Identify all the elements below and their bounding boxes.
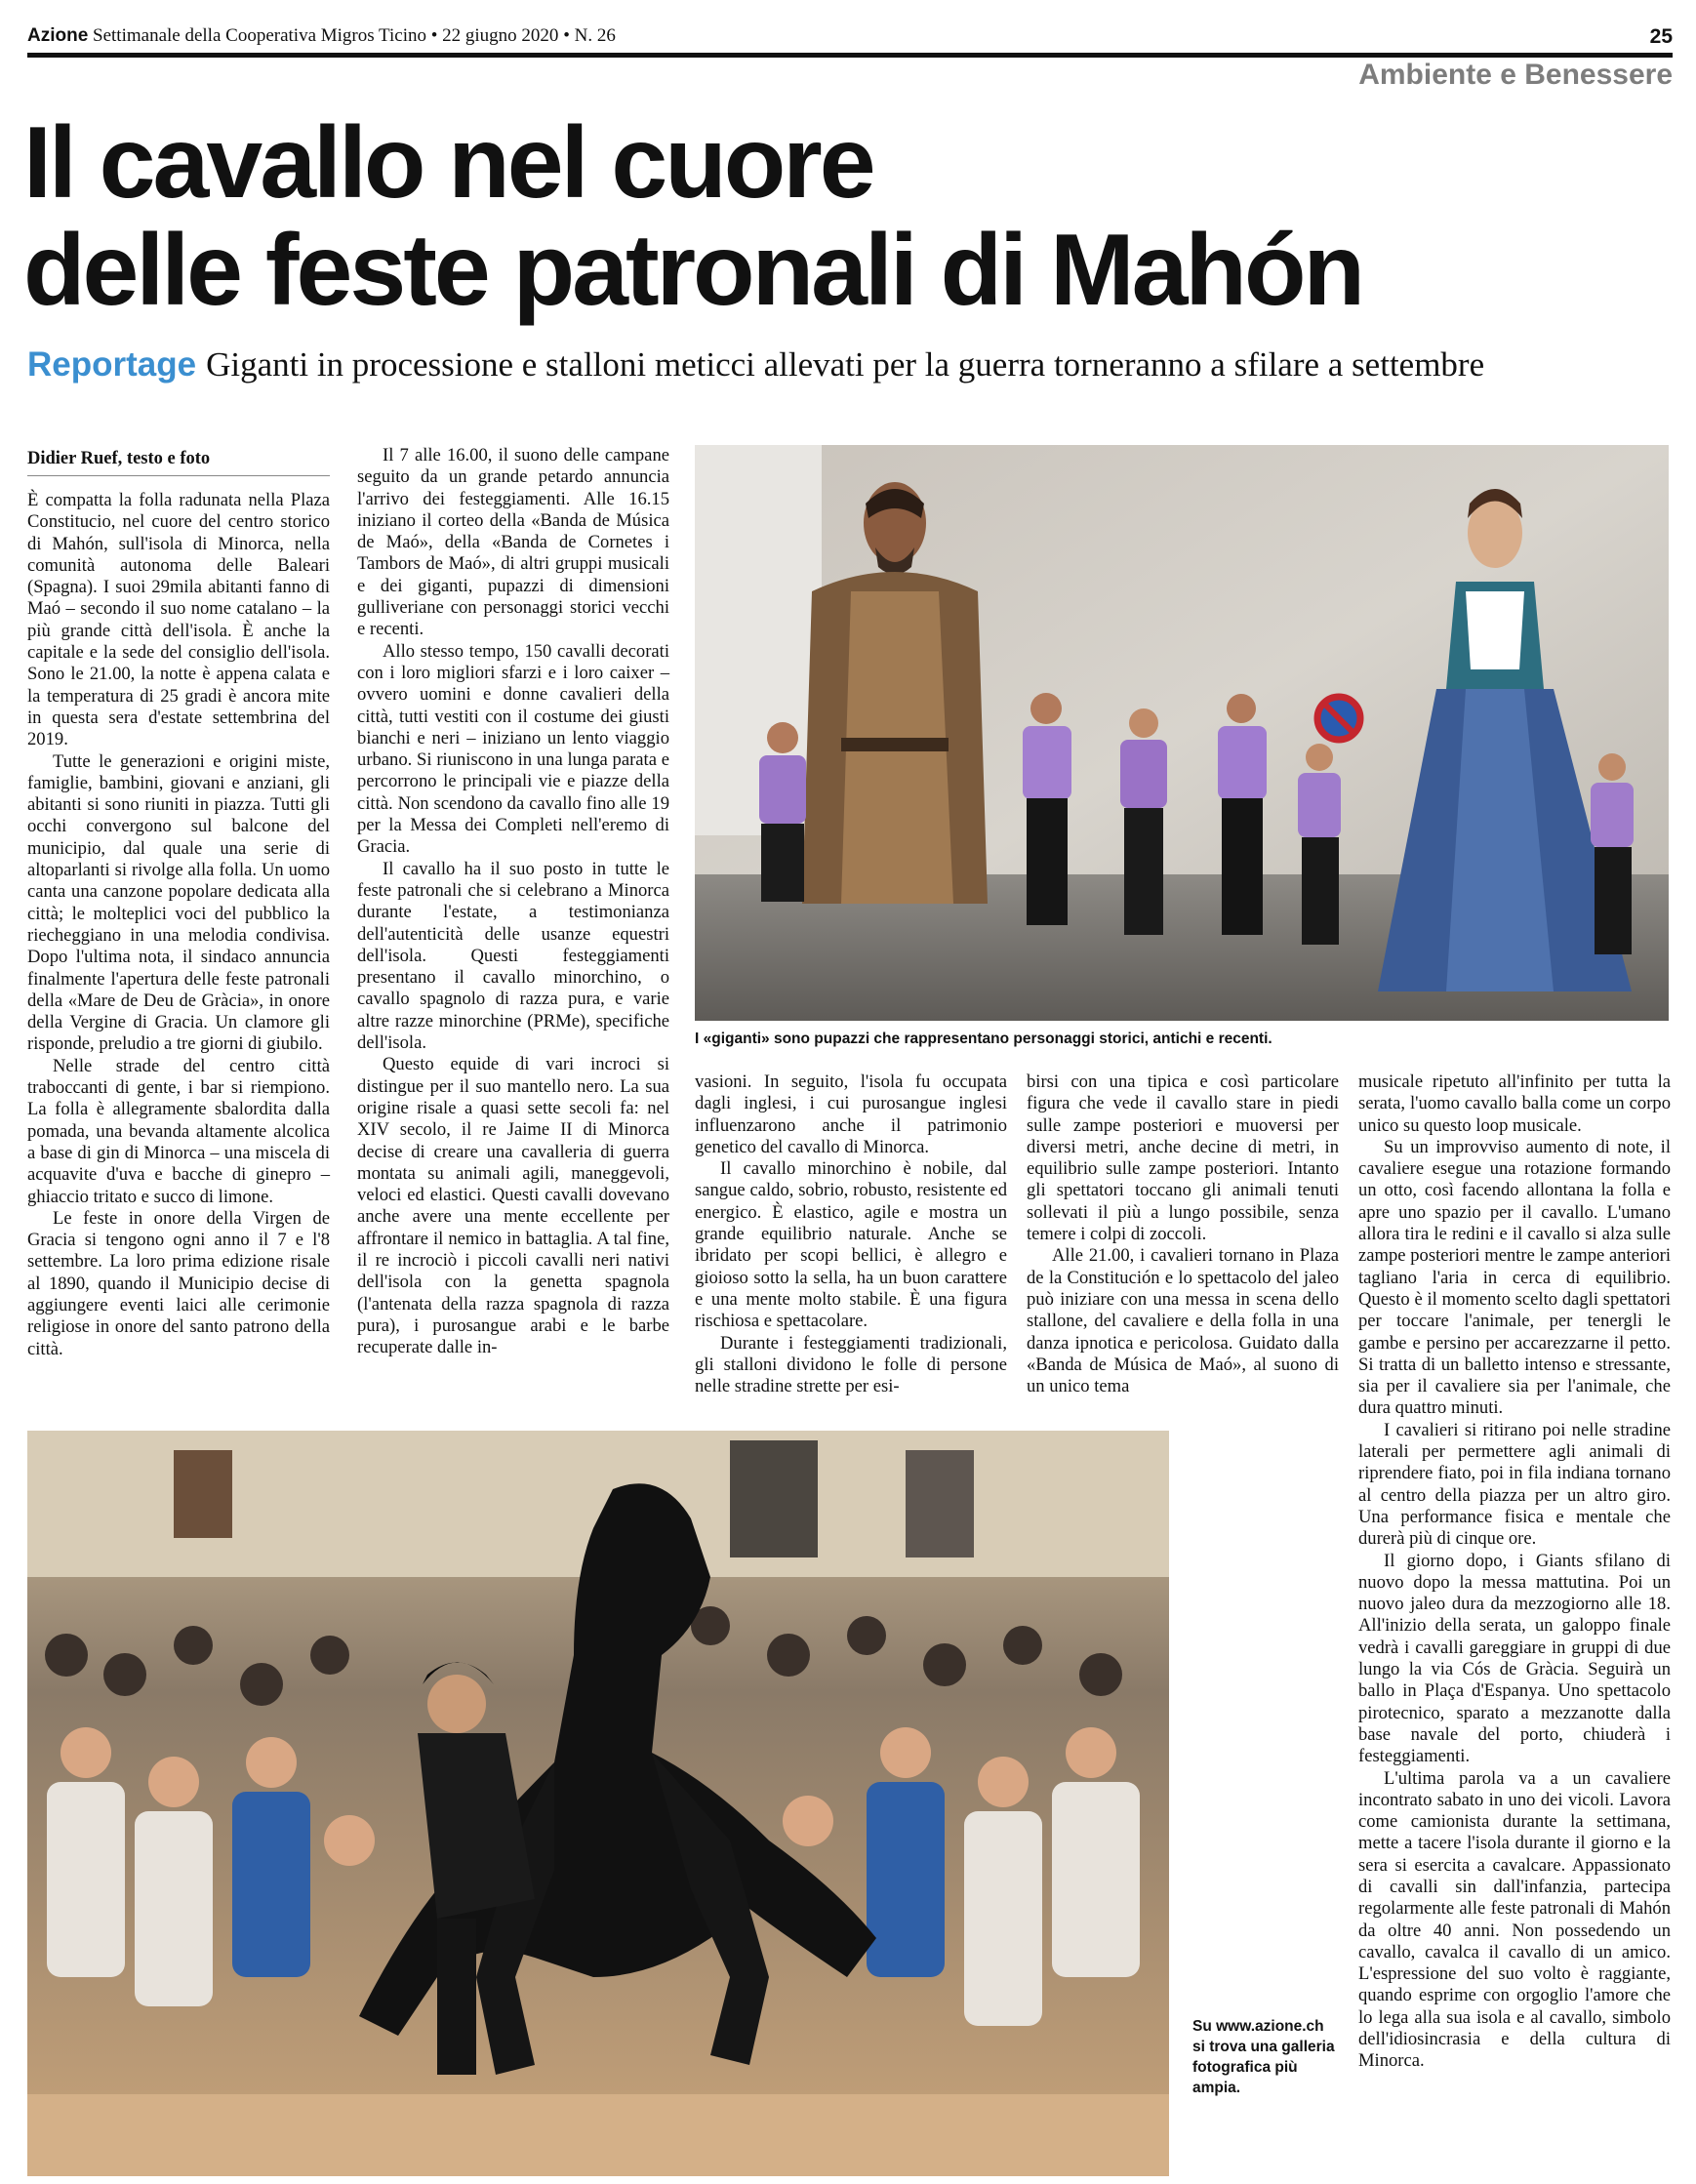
paragraph: Nelle strade del centro città traboccanti di gente, i bar si riempiono. La folla è allegramente sbalordita dalla pomada, una bevanda altamente alcolica a base di gin di Minorca – una miscela di acquavite d'uva e bacche di ginepro – ghiaccio tritato e succo di limone. <box>27 1055 330 1207</box>
paragraph: I cavalieri si ritirano poi nelle stradine laterali per permettere agli animali di riprendere fiato, poi in fila indiana tornano al centro della piazza per un altro giro. Una performance fisica e mentale che durerà più di cinque ore. <box>1358 1419 1671 1550</box>
header-rule <box>27 53 1673 58</box>
article-column-2 <box>357 445 669 1411</box>
masthead <box>27 25 616 47</box>
paragraph: Il giorno dopo, i Giants sfilano di nuovo dopo la messa mattutina. Poi un nuovo jaleo dura da mezzogiorno alle 18. All'inizio della serata, un galoppo finale vedrà i cavalli gareggiare in gruppi di due lungo la via Cós de Gràcia. Seguirà un ballo in Plaça d'Espanya. Uno spettacolo pirotecnico, sparato a mezzanotte dalla base navale del porto, chiuderà i festeggiamenti. <box>1358 1550 1671 1767</box>
article-column-5 <box>1358 1072 1671 2174</box>
page-number: 25 <box>1649 25 1673 48</box>
photo-giants <box>695 445 1669 1021</box>
headline <box>23 106 1682 327</box>
headline-line-2: delle feste patronali di Mahón <box>23 214 1362 327</box>
subheadline-text: Giganti in processione e stalloni meticci allevati per la guerra torneranno a sfilare a settembre <box>206 345 1485 384</box>
paragraph: Il 7 alle 16.00, il suono delle campane seguito da un grande petardo annuncia l'arrivo dei festeggiamenti. Alle 16.15 iniziano il corteo della «Banda de Música de Maó», della «Banda de Cornetes i Tambors de Maó», di altri gruppi musicali e dei giganti, pupazzi di dimensioni gulliveriane con personaggi storici vecchi e recenti. <box>357 445 669 640</box>
caption-gallery: Su www.azione.ch si trova una galleria fotografica più ampia. <box>1192 2018 1335 2096</box>
paper-name: Azione <box>27 25 89 46</box>
photo-horse <box>27 1431 1169 2176</box>
paragraph: Durante i festeggiamenti tradizionali, gli stalloni dividono le folle di persone nelle stradine strette per esi- <box>695 1332 1007 1397</box>
paragraph: Il cavallo minorchino è nobile, dal sangue caldo, sobrio, robusto, resistente ed energico. È elastico, agile e mostra un grande equilibrio naturale. Anche se ibridato per scopi bellici, è allegro e gioioso sotto la sella, ha un buon carattere e una mente molto stabile. È una figura rischiosa e spettacolare. <box>695 1158 1007 1332</box>
section-title: Ambiente e Benessere <box>1358 59 1673 91</box>
article-column-4 <box>1027 1072 1339 1442</box>
paragraph: Questo equide di vari incroci si distingue per il suo mantello nero. La sua origine risale a quasi sette secoli fa: nel XIV secolo, il re Jaime II di Minorca decise di creare una cavalleria di guerra montata su animali agili, maneggevoli, veloci ed elastici. Questi cavalli dovevano anche avere una mente eccellente per affrontare il nemico in battaglia. A tal fine, il re incrociò i piccoli cavalli neri nativi dell'isola con la genetta spagnola (l'antenata della razza spagnola di razza pura), i purosangue arabi e le barbe recuperate dalle in- <box>357 1054 669 1358</box>
reportage-tag: Reportage <box>27 345 197 384</box>
paragraph: Su un improvviso aumento di note, il cavaliere esegue una rotazione formando un otto, così facendo allontana la folla e apre uno spazio per il cavallo. L'umano allora tira le redini e il cavallo si alza sulle zampe posteriori mentre le zampe anteriori tagliano l'aria in cerca di equilibrio. Questo è il momento scelto dagli spettatori per toccare l'animale, per tenergli le gambe e persino per accarezzarne il petto. Si tratta di un balletto intenso e stressante, sia per il cavaliere sia per l'animale, che dura quattro minuti. <box>1358 1136 1671 1419</box>
paragraph: Allo stesso tempo, 150 cavalli decorati con i loro migliori sfarzi e i loro caixer – ovvero uomini e donne cavalieri della città, tutti vestiti con il costume dei giusti bianchi e neri – iniziano un lento viaggio urbano. Si riuniscono in una lunga parata e percorrono le principali vie e piazze della città. Non scendono da cavallo fino alle 19 per la Messa dei Completi nell'eremo di Gracia. <box>357 640 669 858</box>
paragraph: vasioni. In seguito, l'isola fu occupata dagli inglesi, i cui purosangue inglesi influenzarono anche il patrimonio genetico del cavallo di Minorca. <box>695 1072 1007 1157</box>
paragraph: Le feste in onore della Virgen de Gracia si tengono ogni anno il 7 e l'8 settembre. La loro prima edizione risale al 1890, quando il Municipio decise di aggiungere eventi laici alle cerimonie religiose in onore del santo patrono della città. <box>27 1207 330 1359</box>
issue-number: N. 26 <box>574 25 616 46</box>
paper-subtitle: Settimanale della Cooperativa Migros Ticino <box>93 25 426 46</box>
article-column-1 <box>27 490 330 1412</box>
paragraph: Il cavallo ha il suo posto in tutte le feste patronali che si celebrano a Minorca durante l'estate, a testimonianza dell'autenticità delle usanze equestri dell'isola. Questi festeggiamenti presentano il cavallo minorchino, o cavallo spagnolo di razza pura, e varie altre razze minorchine (PRMe), specifiche dell'isola. <box>357 858 669 1054</box>
horse-illustration <box>27 1431 1169 2176</box>
paragraph: Tutte le generazioni e origini miste, famiglie, bambini, giovani e anziani, gli abitanti si sono riuniti in piazza. Tutti gli occhi convergono sul balcone del municipio, dal quale una serie di altoparlanti si rivolge alla folla. Un uomo canta una canzone popolare dedicata alla città; le molteplici voci del pubblico la riecheggiano in una melodia condivisa. Dopo l'ultima nota, il sindaco annuncia finalmente l'apertura delle feste patronali della «Mare de Deu de Gràcia», in onore della Vergine di Gracia. Un clamore gli risponde, preludio a tre giorni di giubilo. <box>27 750 330 1055</box>
separator: • <box>563 25 570 46</box>
issue-date: 22 giugno 2020 <box>442 25 559 46</box>
subheadline <box>27 345 1484 384</box>
paragraph: Alle 21.00, i cavalieri tornano in Plaza de la Constitución e lo spettacolo del jaleo può iniziare con una messa in scena dello stallone, del cavaliere e della folla in una danza ipnotica e pericolosa. Guidato dalla «Banda de Música de Maó», al suono di un unico tema <box>1027 1245 1339 1397</box>
paragraph: birsi con una tipica e così particolare figura che vede il cavallo stare in piedi sulle zampe posteriori e muoversi per diversi metri, anche decine di metri, in equilibrio sulle zampe posteriori. Intanto gli spettatori toccano gli animali tenuti sollevati il più a lungo possibile, senza temere i colpi di zoccoli. <box>1027 1072 1339 1245</box>
giants-illustration <box>695 445 1669 1021</box>
paragraph: È compatta la folla radunata nella Plaza Constitucio, nel cuore del centro storico di Mahón, sull'isola di Minorca, nella comunità autonoma delle Baleari (Spagna). I suoi 29mila abitanti fanno di Maó – secondo il suo nome catalano – la più grande città dell'isola. È anche la capitale e la sede del consiglio dell'isola. Sono le 21.00, la notte è appena calata e la temperatura di 25 gradi è ancora mite in questa sera d'estate settembrina del 2019. <box>27 490 330 750</box>
paragraph: L'ultima parola va a un cavaliere incontrato sabato in uno dei vicoli. Lavora come camionista durante la settimana, mette a tacere l'isola durante il giorno e la sera si esercita a cavalcare. Appassionato di cavalli sin dall'infanzia, partecipa regolarmente alle feste patronali di Mahón da oltre 40 anni. Non possedendo un cavallo, cavalca il cavallo di un amico. L'espressione del suo volto è raggiante, quando esprime con orgoglio l'amore che lo lega alla sua isola e al cavallo, simbolo dell'idiosincrasia e della cultura di Minorca. <box>1358 1767 1671 2072</box>
paragraph: musicale ripetuto all'infinito per tutta la serata, l'uomo cavallo balla come un corpo unico su questo loop musicale. <box>1358 1072 1671 1136</box>
article-column-3 <box>695 1072 1007 1442</box>
caption-giants: I «giganti» sono pupazzi che rappresentano personaggi storici, antichi e recenti. <box>695 1031 1272 1047</box>
page-header <box>27 25 1673 53</box>
headline-line-1: Il cavallo nel cuore <box>23 106 873 220</box>
byline: Didier Ruef, testo e foto <box>27 449 330 476</box>
separator: • <box>430 25 438 46</box>
